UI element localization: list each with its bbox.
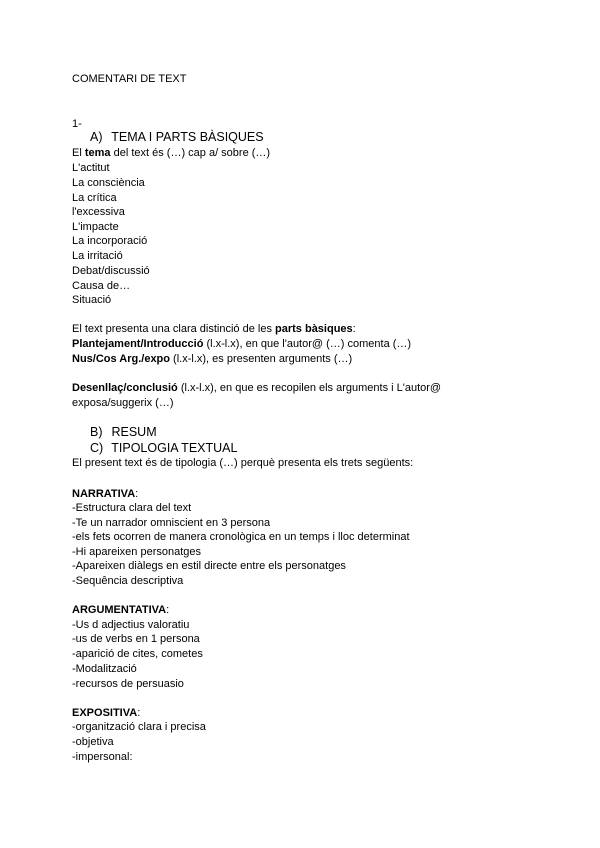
section-b-heading	[90, 425, 157, 440]
argumentativa-item: -Us d adjectius valoratiu	[72, 619, 190, 631]
nus-line	[72, 352, 352, 366]
narrativa-item: -Sequência descriptiva	[72, 575, 184, 587]
section-c-heading	[90, 441, 237, 456]
desenllac-bold: Desenllaç/conclusió	[72, 382, 178, 394]
tema-item: La incorporació	[72, 235, 148, 247]
tema-item: Debat/discussió	[72, 265, 150, 277]
tema-item: Causa de…	[72, 280, 131, 292]
section-c-letter: C)	[90, 441, 104, 455]
expositiva-item: -objetiva	[72, 736, 114, 748]
parts-bold: parts bàsiques	[275, 323, 353, 335]
expositiva-heading	[72, 706, 140, 720]
tema-item: L'impacte	[72, 221, 119, 233]
narrativa-item: -Te un narrador omniscient en 3 persona	[72, 517, 271, 529]
section-b-title: RESUM	[111, 425, 157, 439]
tema-item: Situació	[72, 294, 112, 306]
expositiva-item: -organització clara i precisa	[72, 721, 206, 733]
tema-line	[72, 146, 270, 160]
narrativa-item: -Estructura clara del text	[72, 502, 192, 514]
expositiva-colon: :	[137, 707, 141, 719]
nus-post: (l.x-l.x), es presenten arguments (…)	[170, 353, 353, 365]
tema-item: La crítica	[72, 192, 117, 204]
desenllac-line-2: exposa/suggerix (…)	[72, 397, 174, 409]
narrativa-title: NARRATIVA	[72, 488, 136, 500]
plantejament-post: (l.x-l.x), en que l'autor@ (…) comenta (…)	[203, 338, 412, 350]
narrativa-item: -Apareixen diàlegs en estil directe entre els personatges	[72, 560, 346, 572]
argumentativa-item: -Modalització	[72, 663, 137, 675]
argumentativa-heading	[72, 603, 169, 617]
desenllac-line	[72, 381, 441, 395]
section-b-letter: B)	[90, 425, 103, 439]
narrativa-colon: :	[135, 488, 139, 500]
argumentativa-item: -us de verbs en 1 persona	[72, 633, 200, 645]
tema-item: La irritació	[72, 250, 123, 262]
tema-item: L'actitut	[72, 162, 110, 174]
argumentativa-item: -aparició de cites, cometes	[72, 648, 203, 660]
section-a-letter: A)	[90, 130, 103, 144]
document-title: COMENTARI DE TEXT	[72, 73, 187, 85]
parts-pre: El text presenta una clara distinció de les	[72, 323, 276, 335]
argumentativa-title: ARGUMENTATIVA	[72, 604, 167, 616]
nus-bold: Nus/Cos Arg./expo	[72, 353, 170, 365]
argumentativa-colon: :	[166, 604, 170, 616]
section-a-heading	[90, 130, 264, 145]
tema-item: l'excessiva	[72, 206, 125, 218]
narrativa-item: -els fets ocorren de manera cronològica en un temps i lloc determinat	[72, 531, 410, 543]
section-a-title: TEMA I PARTS BÀSIQUES	[111, 130, 264, 144]
expositiva-title: EXPOSITIVA	[72, 707, 138, 719]
expositiva-item: -impersonal:	[72, 751, 133, 763]
plantejament-bold: Plantejament/Introducció	[72, 338, 204, 350]
parts-line	[72, 322, 356, 336]
section-number: 1-	[72, 118, 82, 130]
parts-post: :	[352, 323, 356, 335]
tema-item: La consciència	[72, 177, 145, 189]
narrativa-heading	[72, 487, 138, 501]
narrativa-item: -Hi apareixen personatges	[72, 546, 202, 558]
tema-pre: El	[72, 147, 85, 159]
tema-bold: tema	[84, 147, 111, 159]
desenllac-post: (l.x-l.x), en que es recopilen els arguments i L'autor@	[177, 382, 442, 394]
section-c-title: TIPOLOGIA TEXTUAL	[111, 441, 238, 455]
tipologia-intro: El present text és de tipologia (…) perquè presenta els trets següents:	[72, 457, 414, 469]
tema-post: del text és (…) cap a/ sobre (…)	[110, 147, 271, 159]
argumentativa-item: -recursos de persuasio	[72, 678, 184, 690]
plantejament-line	[72, 337, 411, 351]
